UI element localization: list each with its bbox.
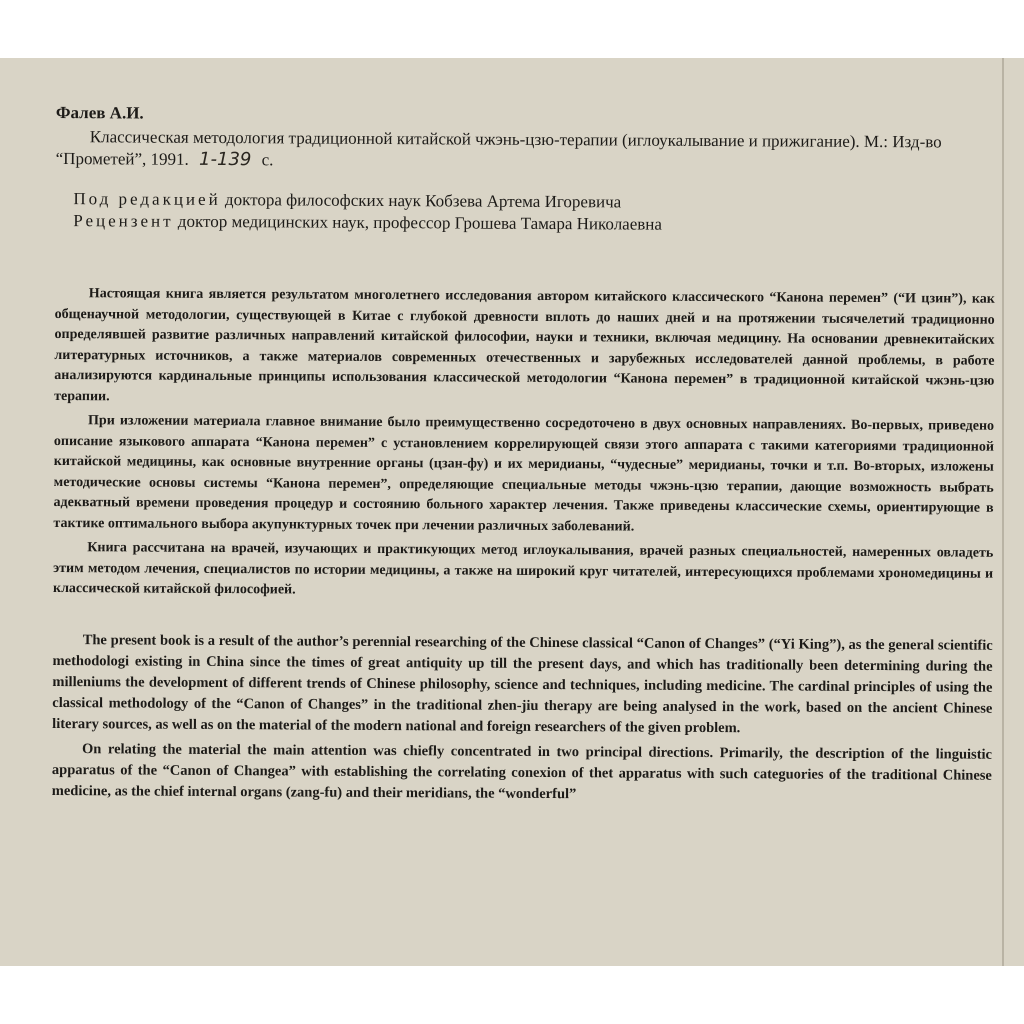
editor-role: Под редакцией (73, 189, 221, 210)
annotation-paragraph: Книга рассчитана на врачей, изучающих и практикующих метод иглоукалывания, врачей разных специальностей, намеренных овладеть этим методом лечения, специалистов по истории медицины, а также на широкий круг читателей, интересующихся проблемами хрономедицины и классической китайской философией. (52, 540, 994, 598)
bibliographic-text: Классическая методология традиционной китайской чжэнь-цзю-терапии (иглоукалывание и прижигание). М.: Изд-во “Прометей”, 1991. (55, 127, 942, 169)
editor-text: доктора философских наук Кобзева Артема Игоревича (224, 190, 622, 212)
handwritten-page-range: 1-139 (199, 148, 252, 171)
annotation-paragraph: При изложении материала главное внимание было преимущественно сосредоточено в двух основных направлениях. Во-первых, приведено описание языкового аппарата “Канона перемен” с установлением коррелирующей связи этого аппарата с такими категориями традиционной китайской медицины, как основные внутренние органы (цзан-фу) и их меридианы, “чудесные” меридианы, точки и т.п. Во-вторых, изложены методические основы системы “Канона перемен”, определяющие специальные методы чжэнь-цзю терапии, дающие возможность выбрать адекватный времени проведения процедур и состоянию больного характер лечения. Также приведены классические схемы, ориентирующие в тактике оптимального выбора акупунктурных точек при лечении различных заболеваний. (53, 413, 995, 535)
abstract-paragraph: The present book is a result of the author’s perennial researching of the Chinese classical “Canon of Changes” (“Yi King”), as the general scientific methodologi existing in China since the times of great antiquity up till the present days, and which has traditionally been determining during the milleniums the development of different trends of Chinese philosophy, science and techniques, including medicine. The cardinal principles of using the classical methodology of the “Canon of Changes” in the traditional zhen-jiu therapy are being analysed in the work, based on the ancient Chinese literary sources, as well as on the material of the modern national and foreign researchers of the given problem. (52, 631, 993, 736)
reviewer-text: доктор медицинских наук, профессор Грошева Тамара Николаевна (177, 211, 663, 234)
editorial-credits (73, 188, 995, 238)
pages-unit: с. (261, 150, 274, 170)
book-page-edge (1002, 58, 1004, 966)
annotation-paragraph: Настоящая книга является результатом многолетнего исследования автором китайского классического “Канона перемен” (“И цзин”), как общенаучной методологии, существующей в Китае с глубокой древности вплоть до наших дней и на протяжении тысячелетий традиционно определявшей развитие различных направлений китайской философии, науки и техники, включая медицину. На основании древнекитайских литературных источников, а также материалов современных отечественных и зарубежных исследователей данной проблемы, в работе анализируются кардинальные принципы использования классической методологии “Канона перемен” в традиционной китайской чжэнь-цзю терапии. (54, 286, 995, 404)
reviewer-line (73, 210, 995, 238)
reviewer-role: Рецензент (73, 211, 174, 231)
abstract-paragraph: On relating the material the main attention was chiefly concentrated in two principal directions. Primarily, the description of the linguistic apparatus of the “Canon of Changea” with establishing the correlating conexion of thet apparatus with such categuories of the traditional Chinese medicine, as the chief internal organs (zang-fu) and their meridians, the “wonderful” (51, 740, 993, 802)
author-name: Фалев А.И. (55, 102, 144, 123)
page-content (52, 102, 996, 811)
annotation-russian (53, 284, 995, 605)
bibliographic-entry (56, 126, 996, 176)
abstract-english (52, 629, 993, 807)
book-page-scan (0, 58, 1024, 966)
